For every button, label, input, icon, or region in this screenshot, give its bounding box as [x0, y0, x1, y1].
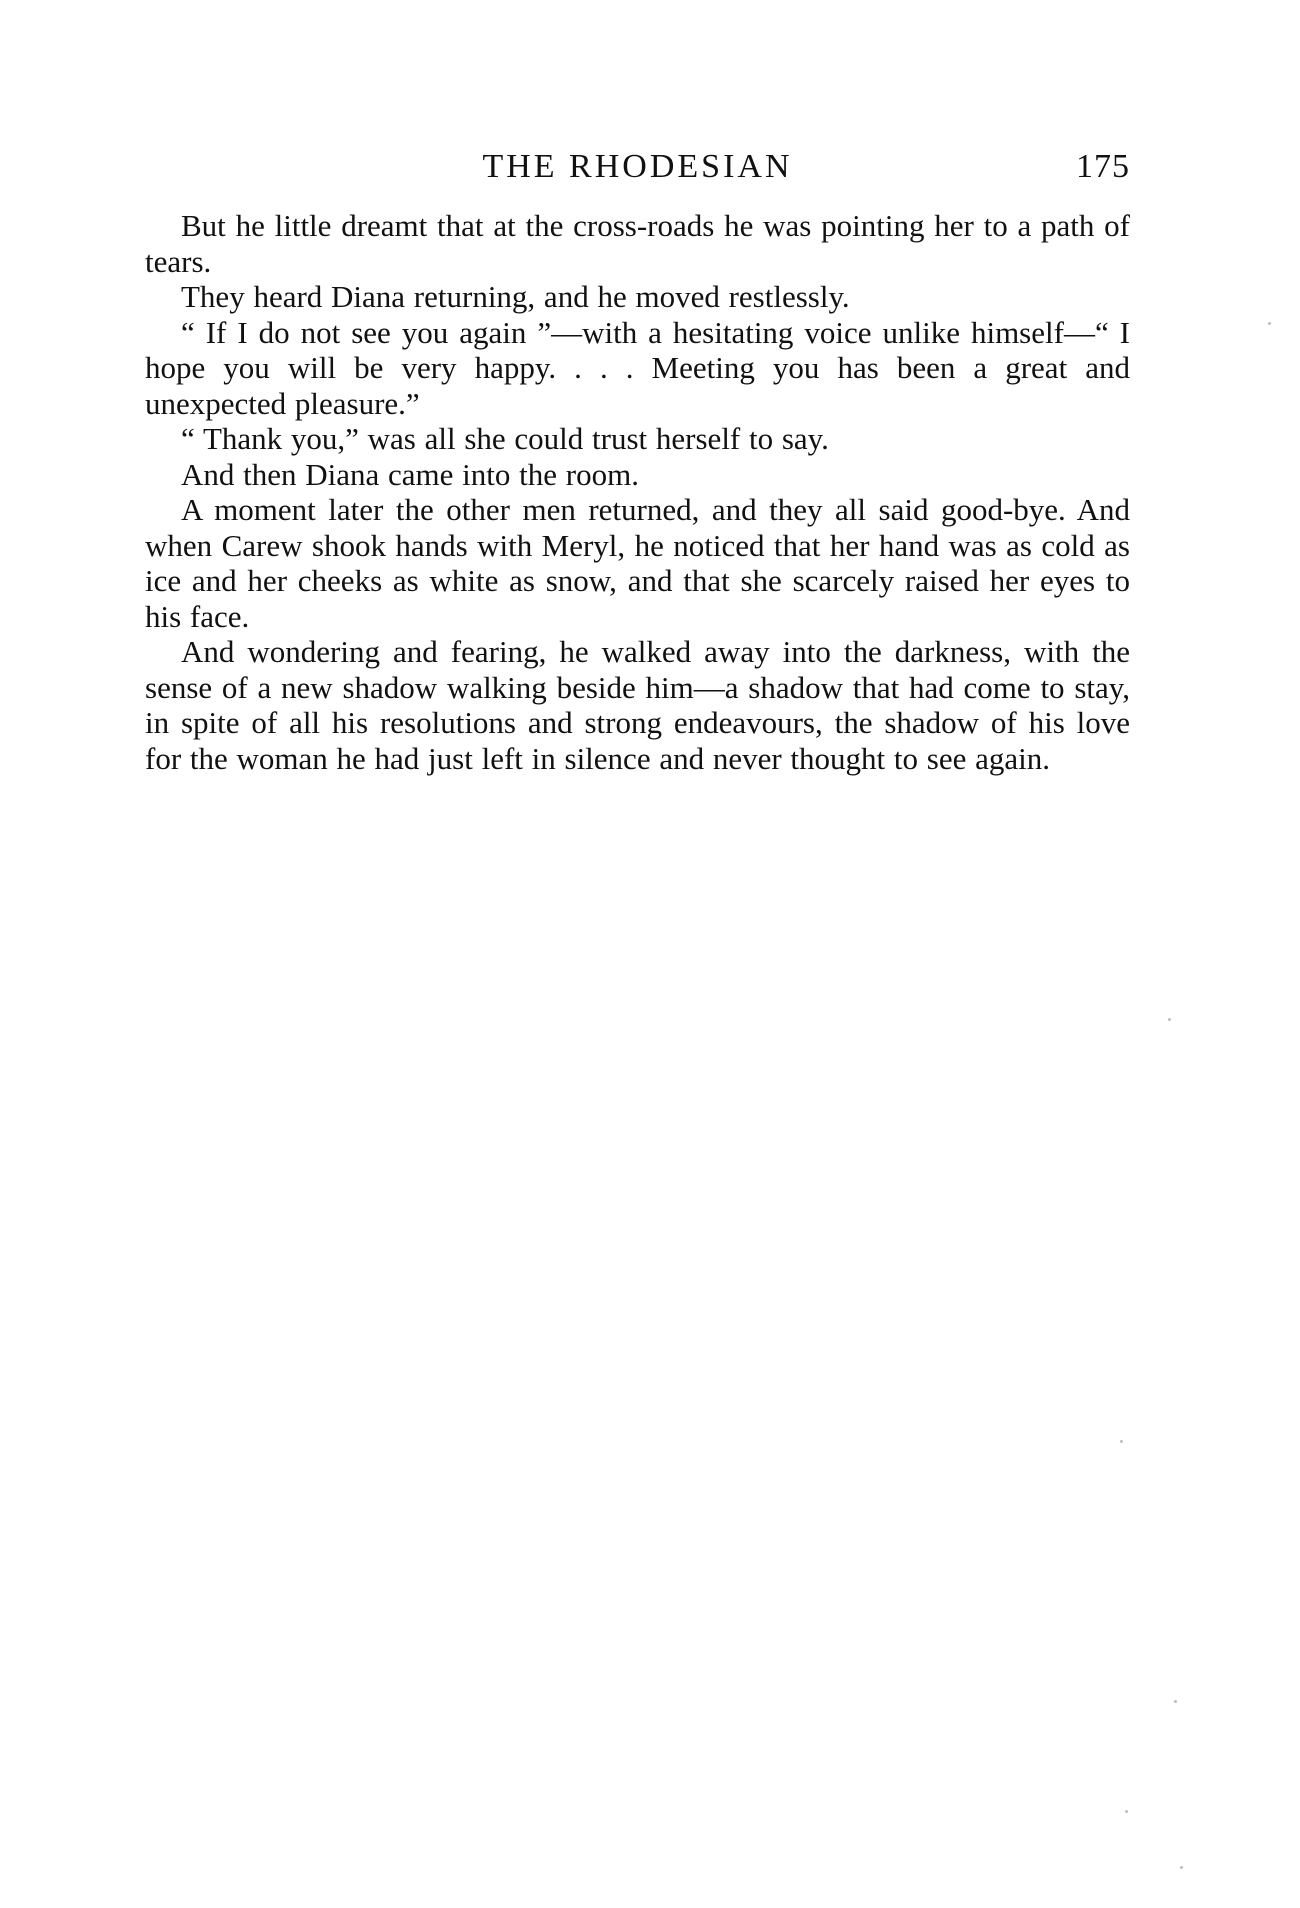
paragraph: They heard Diana returning, and he moved restlessly. — [181, 279, 850, 314]
running-title: THE RHODESIAN — [482, 148, 793, 185]
page-number: 175 — [1076, 148, 1130, 185]
paragraph: “ Thank you,” was all she could trust herself to say. — [181, 421, 829, 456]
paragraph: And then Diana came into the room. — [181, 456, 639, 492]
scan-speck — [1180, 1866, 1183, 1869]
paragraph: And wondering and fearing, he walked away into the darkness, with the sense of a new shadow walking beside him—a shadow that had come to stay, in spite of all his resolutions and strong endeavours, the shadow of his love for the woman he had just left in silence and never thought to see again. — [145, 634, 1130, 776]
scan-speck — [1168, 1018, 1171, 1021]
running-head — [145, 142, 1130, 192]
paragraph: “ If I do not see you again ”—with a hesitating voice unlike himself—“ I hope you will be very happy. . . . Meeting you has been a great and unexpected pleasure.” — [145, 314, 1130, 421]
body-text — [145, 208, 1130, 776]
scan-speck — [1174, 1700, 1177, 1703]
scan-speck — [1120, 1440, 1123, 1443]
scan-speck — [1268, 322, 1271, 325]
paragraph: A moment later the other men returned, and they all said good-bye. And when Carew shook hands with Meryl, he noticed that her hand was as cold as ice and her cheeks as white as snow, and that she scarcely raised her eyes to his face. — [145, 492, 1130, 634]
scan-speck — [1125, 1810, 1128, 1813]
paragraph: But he little dreamt that at the cross-roads he was pointing her to a path of tears. — [145, 208, 1130, 279]
